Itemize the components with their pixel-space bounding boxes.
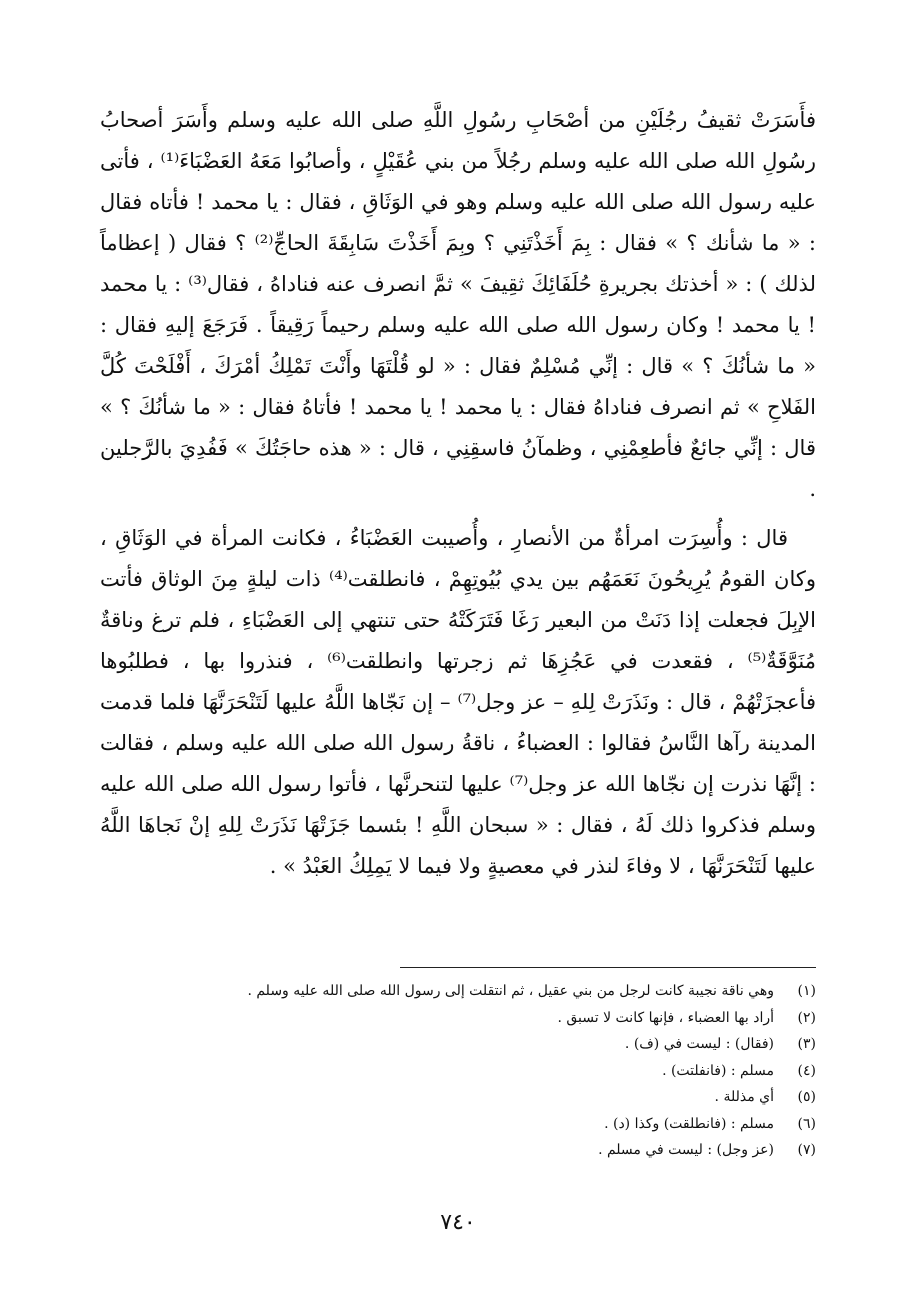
footnote-3 (100, 1031, 816, 1058)
footnote-number: (١) (797, 983, 816, 999)
footnote-number: (٢) (797, 1009, 816, 1026)
footnote-7 (100, 1137, 816, 1164)
footnote-number: (٦) (797, 1115, 816, 1132)
footnote-text: (فقال) : ليست في (ف) . (624, 1036, 774, 1052)
footnote-6 (100, 1111, 816, 1138)
page-number: ٧٤٠ (440, 1210, 476, 1235)
footnote-text: مسلم : (فانفلتت) . (662, 1062, 774, 1079)
footnotes (100, 978, 816, 1164)
footnote-5 (100, 1084, 816, 1111)
main-text (100, 100, 816, 887)
footnote-2 (100, 1005, 816, 1032)
footnote-text: أي مذللة . (714, 1089, 774, 1105)
footnote-text: وهي ناقة نجيبة كانت لرجل من بني عقيل ، ثم انتقلت إلى رسول الله صلى الله عليه وسلم . (247, 983, 774, 999)
paragraph-2: قال : وأُسِرَت امرأةٌ من الأنصارِ ، وأُصيبت العَضْبَاءُ ، فكانت المرأة في الوَثَاقِ ، وكان القومُ يُرِيحُونَ نَعَمَهُم بين يدي بُيُوتِهِمْ ، فانطلقت⁽⁴⁾ ذات ليلةٍ مِنَ الوثاق فأتت الإبِلَ فجعلت إذا دَنَتْ من البعير رَغَا فَتَرَكَتْهُ حتى تنتهي إلى العَضْبَاءِ ، فلم ترغ وناقةٌ مُنَوَّقَةٌ⁽⁵⁾ ، فقعدت في عَجُزِهَا ثم زجرتها وانطلقت⁽⁶⁾ ، فنذروا بها ، فطلبُوها فأعجزَتْهُمْ ، قال : ونَذَرَتْ لِلهِ – عز وجل⁽⁷⁾ – إن نَجّاها اللَّهُ عليها لَتَنْحَرَنَّهَا فلما قدمت المدينة رآها النَّاسُ فقالوا : العضباءُ ، ناقةُ رسول الله صلى الله عليه وسلم ، فقالت : إنَّهَا نذرت إن نجّاها الله عز وجل⁽⁷⁾ عليها لتنحرنَّها ، فأتوا رسول الله صلى الله عليه وسلم فذكروا ذلك لَهُ ، فقال : « سبحان اللَّهِ ! بئسما جَزَتْهَا نَذَرَتْ لِلهِ إنْ نَجاهَا اللَّهُ عليها لَتَنْحَرَنَّهَا ، لا وفاءَ لنذر في معصيةٍ ولا فيما لا يَمِلِكُ العَبْدُ » . (100, 526, 816, 878)
paragraph-1: فأَسَرَتْ ثقيفُ رجُلَيْنِ من أصْحَابِ رسُولِ اللَّهِ صلى الله عليه وسلم وأَسَرَ أصحابُ رسُولِ الله صلى الله عليه وسلم رجُلاً من بني عُقَيْلٍ ، وأصابُوا مَعَهُ العَضْبَاءَ⁽¹⁾ ، فأتى عليه رسول الله صلى الله عليه وسلم وهو في الوَثَاقِ ، فقال : يا محمد ! فأتاه فقال : « ما شأنك ؟ » فقال : بِمَ أَخَذْتَنِي ؟ وبِمَ أَخَذْتَ سَابِقَةَ الحاجِّ⁽²⁾ ؟ فقال ( إعظاماً لذلك ) : « أخذتك بجريرةِ حُلَفَائِكَ ثقِيفَ » ثمَّ انصرف عنه فناداهُ ، فقال⁽³⁾ : يا محمد ! يا محمد ! وكان رسول الله صلى الله عليه وسلم رحيماً رَقِيقاً . فَرَجَعَ إليهِ فقال : « ما شأنُكَ ؟ » قال : إنِّي مُسْلِمٌ فقال : « لو قُلْتَهَا وأَنْتَ تَمْلِكُ أمْرَكَ ، أَفْلَحْتَ كُلَّ الفَلاحِ » ثم انصرف فناداهُ فقال : يا محمد ! يا محمد ! فأتاهُ فقال : « ما شأنُكَ ؟ » قال : إنِّي جائعٌ فأطعِمْنِي ، وظمآنُ فاسقِنِي ، قال : « هذه حاجَتُكَ » فَفُدِيَ بالرَّجلين . (100, 108, 816, 501)
footnote-number: (٧) (797, 1142, 816, 1158)
footnote-number: (٤) (797, 1062, 816, 1079)
footnote-number: (٣) (797, 1036, 816, 1052)
footnote-1 (100, 978, 816, 1005)
footnote-separator (400, 967, 816, 968)
footnote-text: (عز وجل) : ليست في مسلم . (598, 1142, 774, 1158)
footnote-number: (٥) (797, 1089, 816, 1105)
footnote-4 (100, 1058, 816, 1085)
footnote-text: مسلم : (فانطلقت) وكذا (د) . (604, 1115, 774, 1132)
footnote-text: أراد بها العضباء ، فإنها كانت لا تسبق . (557, 1009, 774, 1026)
